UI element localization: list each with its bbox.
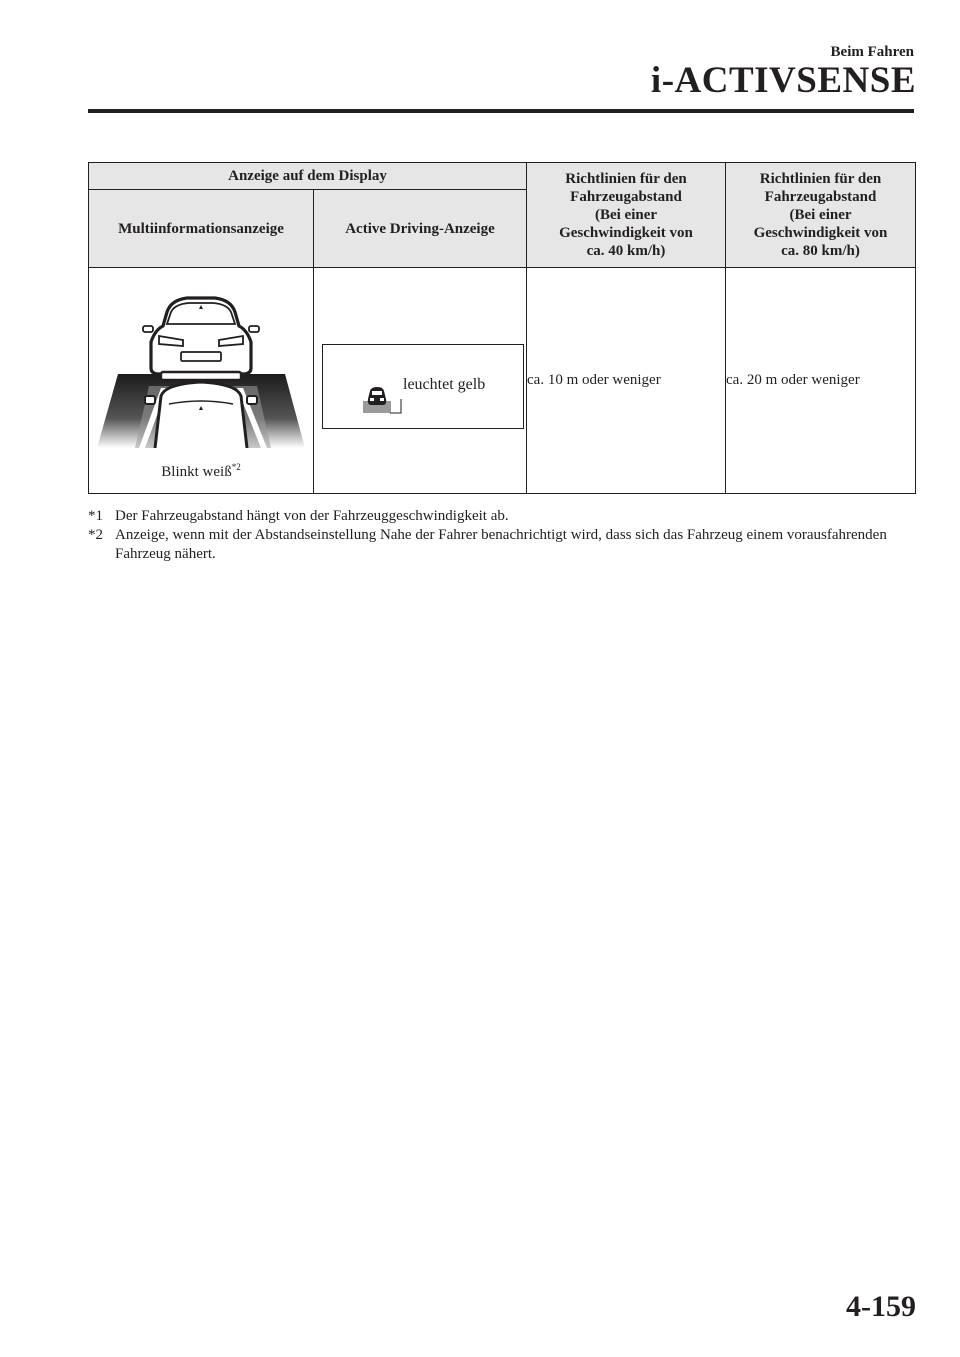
header-section-label: Beim Fahren [830,44,914,60]
footnote-text: Der Fahrzeugabstand hängt von der Fahrzeuggeschwindigkeit ab. [115,508,509,524]
footnotes [88,507,918,564]
header-rule [88,109,914,113]
active-driving-caption: leuchtet gelb [403,376,486,393]
footnote-ref: *2 [231,462,241,472]
page-title: i-ACTIVSENSE [650,60,916,101]
header-distance-40: Richtlinien für den Fahrzeugabstand (Bei einer Geschwindigkeit von ca. 40 km/h) [527,163,726,268]
footnote-mark: *2 [88,527,103,543]
cell-distance-40: ca. 10 m oder weniger [527,268,726,494]
footnote-1 [88,507,918,526]
cell-distance-80: ca. 20 m oder weniger [726,268,916,494]
vehicle-ahead-icon [143,298,259,380]
distance-table [88,162,916,494]
cell-active-driving-display [314,268,527,494]
vehicle-approach-illustration [97,278,305,448]
footnote-2 [88,526,918,564]
header-distance-80: Richtlinien für den Fahrzeugabstand (Bei einer Geschwindigkeit von ca. 80 km/h) [726,163,916,268]
multiinfo-caption: Blinkt weiß$^{*2}$ [161,462,241,480]
header-multiinfo: Multiinformationsanzeige [89,190,314,268]
footnote-text: Anzeige, wenn mit der Abstandseinstellung Nahe der Fahrer benachrichtigt wird, dass sich das Fahrzeug einem vorausfahrenden Fahrzeug nähert. [115,527,887,562]
active-driving-display-frame [322,344,524,429]
header-display: Anzeige auf dem Display [89,163,527,190]
footnote-mark: *1 [88,508,103,524]
cell-multiinfo-display [89,268,314,494]
page-number: 4-159 [846,1290,916,1323]
own-vehicle-icon [155,382,247,448]
vehicle-ahead-small-icon [363,379,403,415]
header-active-driving: Active Driving-Anzeige [314,190,527,268]
